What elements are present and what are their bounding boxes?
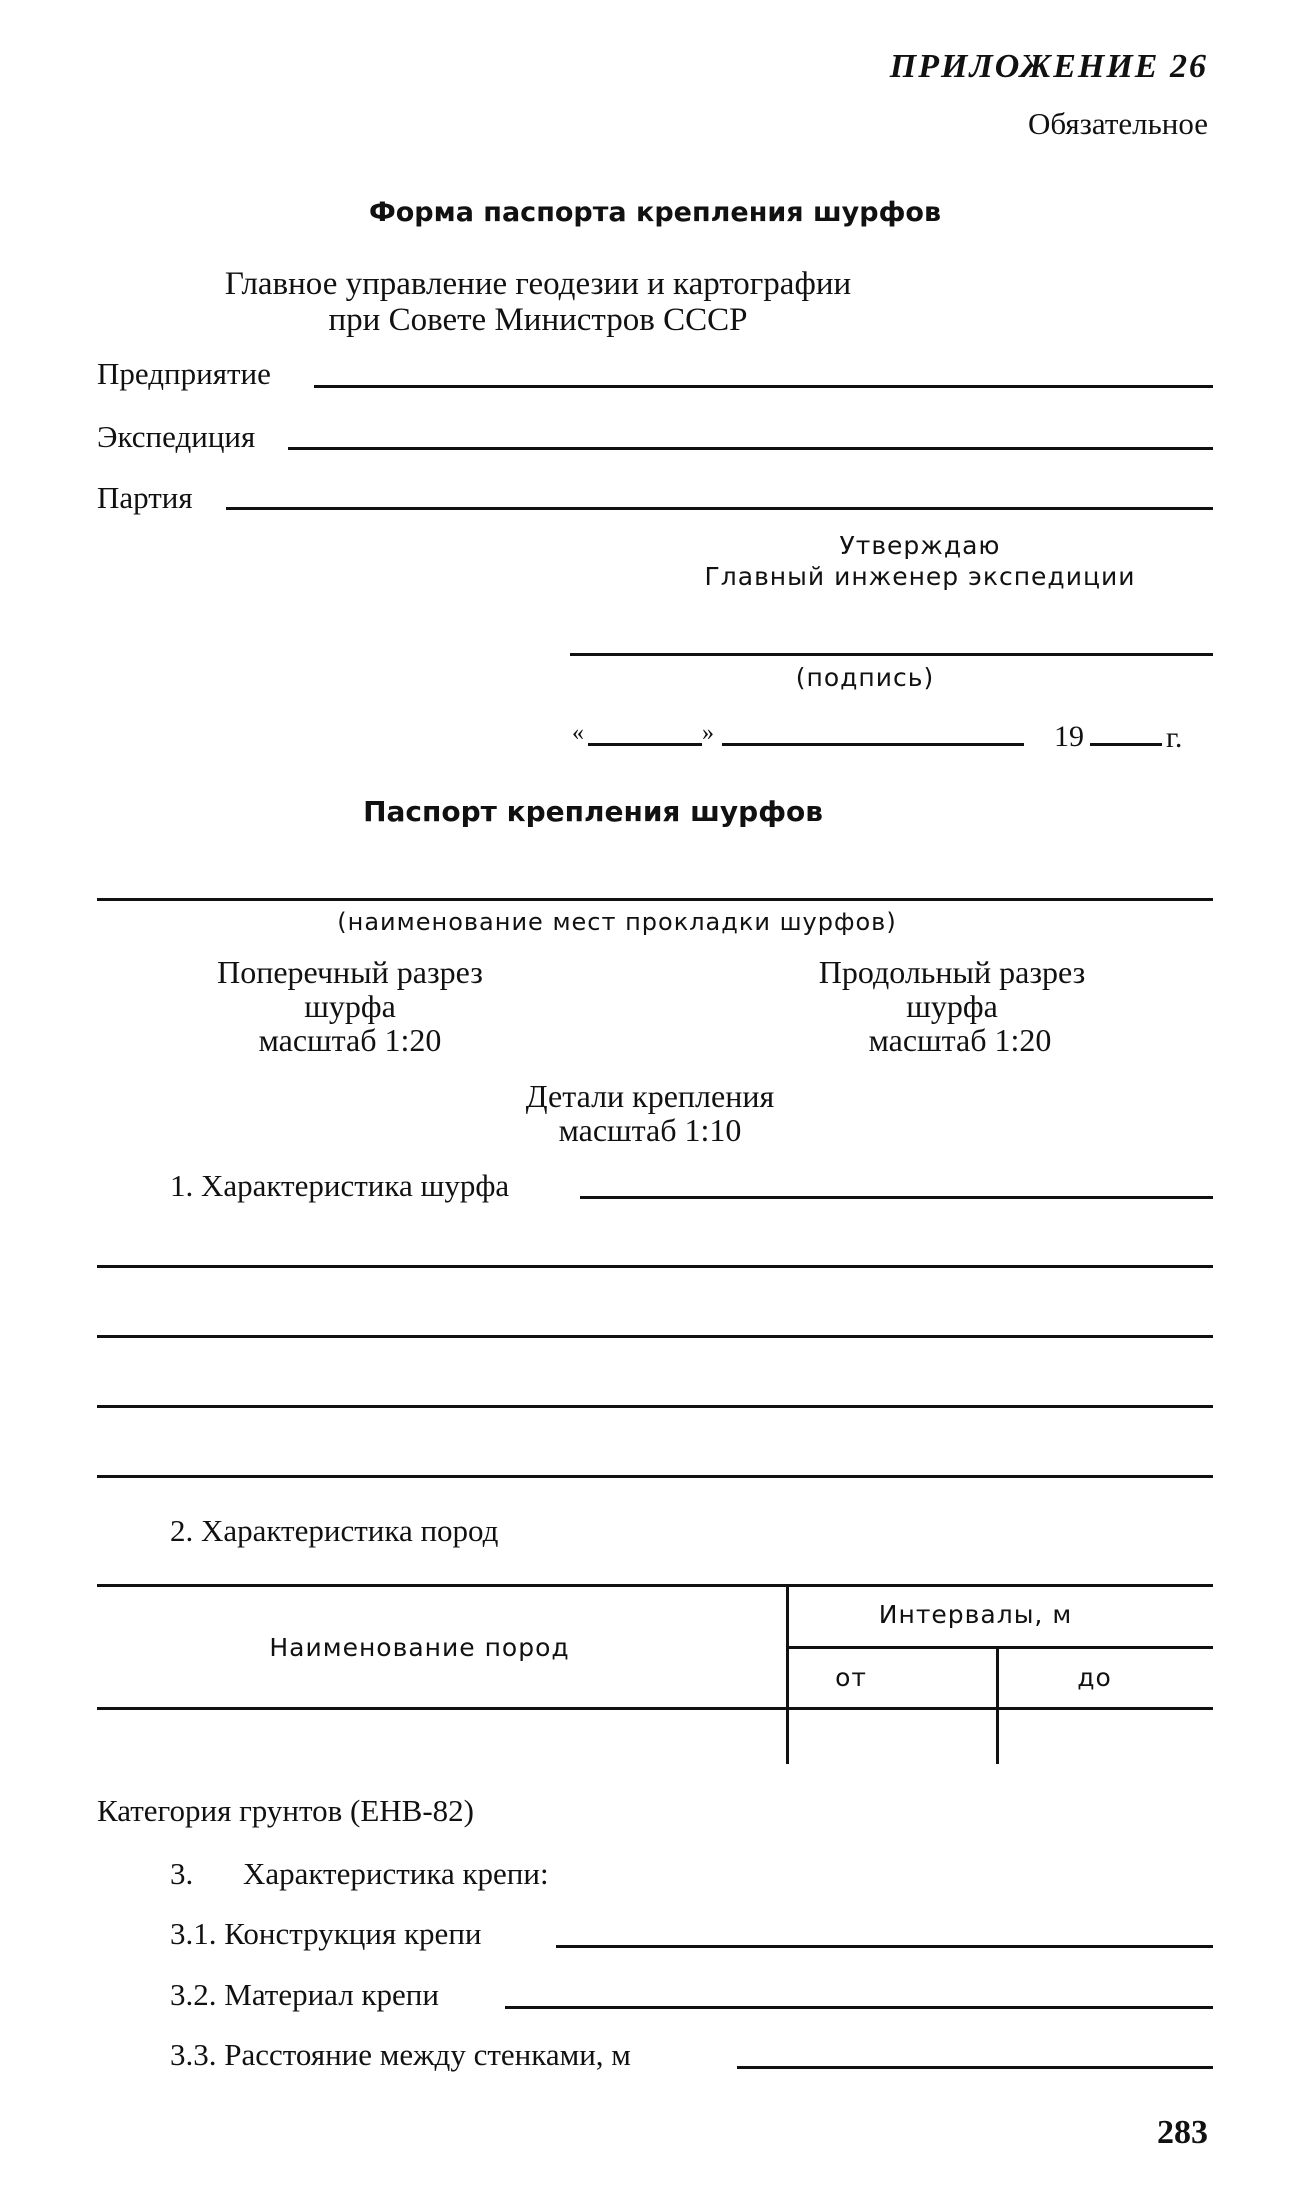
cross-section-subtitle: шурфа [304,988,396,1024]
chief-engineer-label: Главный инженер экспедиции [704,562,1136,591]
item2-label: 2. Характеристика пород [170,1513,499,1548]
page-number: 283 [1157,2114,1208,2151]
party-label: Партия [97,480,193,515]
long-section-scale: масштаб 1:20 [868,1022,1052,1058]
item3-3-label: 3.3. Расстояние между стенками, м [170,2037,631,2072]
party-field[interactable] [226,507,1213,510]
table-top-rule [97,1584,1213,1587]
date-year-suffix: г. [1166,721,1183,754]
table-header-intervals: Интервалы, м [878,1600,1073,1629]
signature-caption: (подпись) [795,663,935,692]
approve-label: Утверждаю [839,531,1001,560]
item3-3-field[interactable] [737,2066,1213,2069]
passport-title: Паспорт крепления шурфов [363,795,823,828]
date-quote-close: » [702,720,714,746]
item1-field[interactable] [580,1196,1213,1199]
item3-1-label: 3.1. Конструкция крепи [170,1916,482,1951]
organization-line2: при Совете Министров СССР [328,302,748,338]
date-day-field[interactable] [588,743,702,746]
item3-label: Характеристика крепи: [243,1856,549,1891]
item1-field-line2[interactable] [97,1265,1213,1268]
soil-category: Категория грунтов (ЕНВ-82) [97,1793,474,1828]
item3-2-label: 3.2. Материал крепи [170,1977,439,2012]
cross-section-title: Поперечный разрез [217,954,483,990]
date-quote-open: « [572,720,584,746]
item1-label: 1. Характеристика шурфа [170,1168,510,1203]
form-title: Форма паспорта крепления шурфов [368,197,942,228]
date-year-prefix: 19 [1054,720,1084,753]
expedition-label: Экспедиция [97,419,256,454]
table-header-rule [97,1707,1213,1710]
expedition-field[interactable] [288,447,1213,450]
table-header-from: от [835,1663,867,1692]
table-intervals-rule [786,1646,1213,1649]
signature-field[interactable] [570,653,1213,656]
organization-line1: Главное управление геодезии и картографии [224,266,852,302]
item3-number: 3. [170,1856,194,1891]
item3-2-field[interactable] [505,2006,1213,2009]
enterprise-label: Предприятие [97,356,271,391]
appendix-number: ПРИЛОЖЕНИЕ 26 [889,48,1208,85]
appendix-status: Обязательное [1028,106,1208,141]
item1-field-line5[interactable] [97,1475,1213,1478]
date-month-field[interactable] [722,743,1024,746]
places-caption: (наименование мест прокладки шурфов) [337,908,897,936]
details-title: Детали крепления [525,1078,775,1114]
date-year-field[interactable] [1090,743,1162,746]
long-section-subtitle: шурфа [906,988,998,1024]
enterprise-field[interactable] [314,385,1213,388]
cross-section-scale: масштаб 1:20 [258,1022,442,1058]
long-section-title: Продольный разрез [818,954,1086,990]
details-scale: масштаб 1:10 [558,1112,742,1148]
table-header-name: Наименование пород [269,1633,570,1662]
places-field[interactable] [97,898,1213,901]
item3-1-field[interactable] [556,1945,1213,1948]
item1-field-line3[interactable] [97,1335,1213,1338]
item1-field-line4[interactable] [97,1405,1213,1408]
table-header-to: до [1077,1663,1112,1692]
